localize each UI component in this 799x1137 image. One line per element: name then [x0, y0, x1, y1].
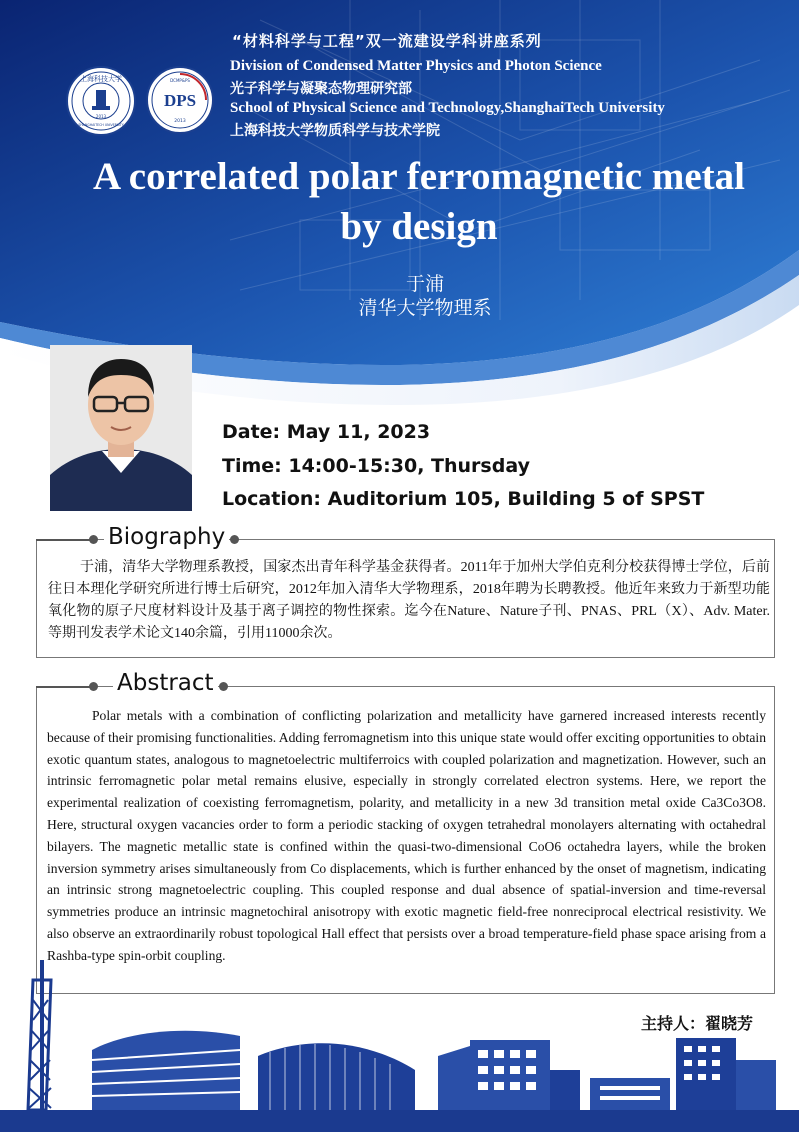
talk-date: Date: May 11, 2023 [222, 421, 431, 443]
svg-text:DCMP&PS: DCMP&PS [170, 78, 190, 83]
svg-text:上海科技大学: 上海科技大学 [80, 75, 122, 83]
footer-skyline [0, 960, 799, 1132]
talk-title-line-2: by design [340, 205, 498, 248]
division-name-cn: 光子科学与凝聚态物理研究部 [230, 81, 412, 97]
abstract-heading: Abstract [113, 670, 218, 696]
abstract-text: Polar metals with a combination of conflicting polarization and metallicity have garnered increased interests recently because of their promising functionalities. Adding ferromagnetism into this unique state would offer exciting opportunities to obtain exotic quantum states, analogous to magnetoelectric multiferroics with coupled polarization and magnetization. However, such an intrinsic ferromagnetic polar metal remains elusive, especially in strongly correlated electron systems. Here, we report the experimental realization of coexisting ferromagnetism, polarity, and metallicity in a new 3d transition metal oxide Ca3Co3O8. Here, structural oxygen vacancies order to form a periodic stacking of oxygen tetrahedral monolayers alternating with octahedral bilayers. The magnetic metallic state is confined within the quasi-two-dimensional CoO6 octahedra layers, while the broken inversion symmetry arises simultaneously from Co displacements, which is further enhanced by the onset of magnetism, indicating an intrinsic strong magnetoelectric coupling. This coupled response and dual absence of spatial-inversion and time-reversal symmetries produce an intrinsic magnetochiral anisotropy with exotic magnetic field-free nonreciprocal electrical resistivity. We also observe an extraordinarily robust topological Hall effect that persists over a broad temperature-field phase space arising from a Rashba-type spin-orbit coupling. [47, 708, 766, 963]
school-name-en: School of Physical Science and Technology,ShanghaiTech University [230, 100, 665, 116]
biography-heading-line [36, 539, 96, 541]
speaker-photo [50, 345, 192, 511]
svg-text:DPS: DPS [163, 91, 197, 110]
svg-text:SHANGHAITECH UNIVERSITY: SHANGHAITECH UNIVERSITY [78, 123, 124, 127]
dcmpps-logo [146, 66, 214, 134]
speaker-block [300, 272, 550, 320]
shanghaitech-university-logo [66, 66, 136, 136]
speaker-name: 于浦 [405, 273, 444, 295]
lecture-series-title: “材料科学与工程”双一流建设学科讲座系列 [232, 32, 542, 50]
campus-buildings-illustration [0, 960, 799, 1132]
speaker-affiliation: 清华大学物理系 [358, 297, 492, 319]
biography-heading-dot-left [89, 535, 98, 544]
abstract-heading-dot-right [219, 682, 228, 691]
svg-text:2013: 2013 [95, 114, 107, 119]
talk-title-line-1: A correlated polar ferromagnetic metal [93, 155, 745, 198]
school-name-cn: 上海科技大学物质科学与技术学院 [230, 123, 440, 139]
biography-text: 于浦，清华大学物理系教授，国家杰出青年科学基金获得者。2011年于加州大学伯克利分校获得博士学位，后前往日本理化学研究所进行博士后研究，2012年加入清华大学物理系，2018年聘为长聘教授。他近年来致力于新型功能氧化物的原子尺度材料设计及基于离子调控的物性探索。迄今在Nature、Nature子刊、PNAS、PRL（X）、Adv. Mater.等期刊发表学术论文140余篇，引用11000余次。 [48, 560, 770, 641]
host-name: 主持人：翟晓芳 [641, 1014, 754, 1033]
biography-heading: Biography [104, 524, 229, 550]
svg-text:2013: 2013 [174, 119, 186, 124]
talk-title [0, 152, 799, 252]
biography-heading-dot-right [230, 535, 239, 544]
abstract-heading-dot-left [89, 682, 98, 691]
talk-time: Time: 14:00-15:30, Thursday [222, 455, 530, 477]
talk-location: Location: Auditorium 105, Building 5 of SPST [222, 488, 705, 510]
abstract-heading-line [36, 686, 96, 688]
division-name-en: Division of Condensed Matter Physics and Photon Science [230, 58, 602, 74]
